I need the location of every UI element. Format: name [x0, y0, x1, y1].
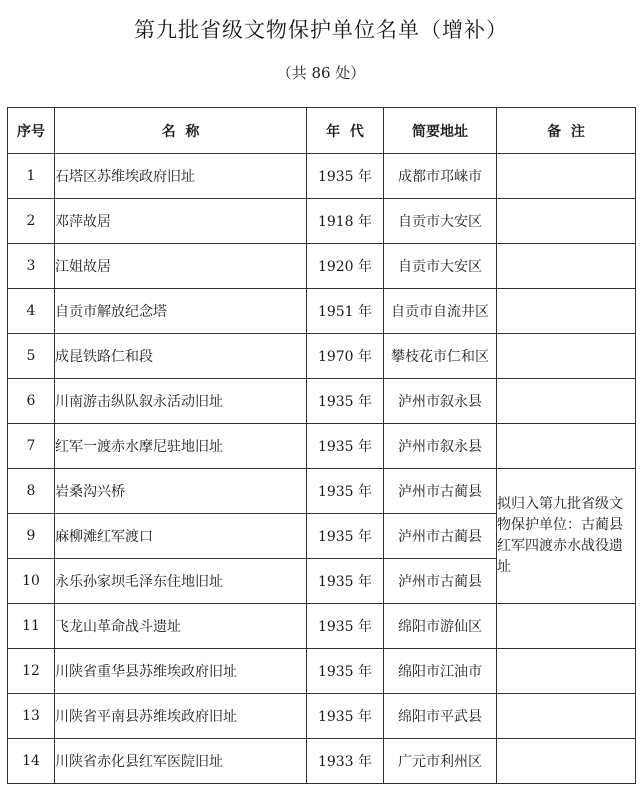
row-year: 1935 年	[307, 604, 384, 649]
table-header-row	[8, 108, 636, 154]
row-year: 1970 年	[307, 334, 384, 379]
row-year: 1935 年	[307, 154, 384, 199]
row-name: 川陕省赤化县红军医院旧址	[55, 739, 307, 784]
row-year: 1935 年	[307, 424, 384, 469]
row-year: 1935 年	[307, 649, 384, 694]
row-year: 1951 年	[307, 289, 384, 334]
table-row	[8, 469, 636, 514]
row-address: 泸州市叙永县	[384, 424, 497, 469]
row-address: 绵阳市平武县	[384, 694, 497, 739]
row-name: 岩桑沟兴桥	[55, 469, 307, 514]
row-address: 自贡市大安区	[384, 199, 497, 244]
document-subtitle: （共 86 处）	[276, 64, 366, 82]
table-row	[8, 334, 636, 379]
row-year: 1935 年	[307, 514, 384, 559]
row-name: 川南游击纵队叙永活动旧址	[55, 379, 307, 424]
table-row	[8, 154, 636, 199]
table-row	[8, 739, 636, 784]
row-name: 永乐孙家坝毛泽东住地旧址	[55, 559, 307, 604]
document-title: 第九批省级文物保护单位名单（增补）	[134, 18, 508, 42]
row-year: 1935 年	[307, 694, 384, 739]
row-note	[497, 649, 636, 694]
row-year: 1918 年	[307, 199, 384, 244]
row-address: 攀枝花市仁和区	[384, 334, 497, 379]
header-name: 名 称	[55, 108, 307, 154]
row-name: 成昆铁路仁和段	[55, 334, 307, 379]
row-address: 自贡市大安区	[384, 244, 497, 289]
row-year: 1935 年	[307, 469, 384, 514]
table-row	[8, 604, 636, 649]
row-address: 泸州市古蔺县	[384, 559, 497, 604]
row-number: 10	[8, 559, 55, 604]
table-row	[8, 649, 636, 694]
row-number: 5	[8, 334, 55, 379]
row-number: 2	[8, 199, 55, 244]
row-number: 13	[8, 694, 55, 739]
table-row	[8, 199, 636, 244]
row-year: 1920 年	[307, 244, 384, 289]
row-note	[497, 154, 636, 199]
row-note	[497, 199, 636, 244]
row-year: 1935 年	[307, 559, 384, 604]
row-number: 6	[8, 379, 55, 424]
row-number: 1	[8, 154, 55, 199]
header-address: 简要地址	[384, 108, 497, 154]
table-row	[8, 424, 636, 469]
header-no: 序号	[8, 108, 55, 154]
row-name: 麻柳滩红军渡口	[55, 514, 307, 559]
row-address: 绵阳市江油市	[384, 649, 497, 694]
table-row	[8, 379, 636, 424]
row-name: 飞龙山革命战斗遗址	[55, 604, 307, 649]
header-year: 年 代	[307, 108, 384, 154]
row-address: 泸州市古蔺县	[384, 469, 497, 514]
row-number: 11	[8, 604, 55, 649]
row-number: 14	[8, 739, 55, 784]
table-row	[8, 694, 636, 739]
row-note	[497, 289, 636, 334]
table-body	[8, 154, 636, 784]
row-number: 8	[8, 469, 55, 514]
row-number: 9	[8, 514, 55, 559]
row-note	[497, 424, 636, 469]
row-address: 泸州市叙永县	[384, 379, 497, 424]
row-number: 3	[8, 244, 55, 289]
header-note: 备 注	[497, 108, 636, 154]
row-name: 邓萍故居	[55, 199, 307, 244]
row-note	[497, 604, 636, 649]
row-note	[497, 334, 636, 379]
heritage-list-table	[7, 107, 636, 784]
row-address: 成都市邛崃市	[384, 154, 497, 199]
row-year: 1935 年	[307, 379, 384, 424]
row-note	[497, 739, 636, 784]
table-row	[8, 244, 636, 289]
row-note	[497, 694, 636, 739]
row-number: 4	[8, 289, 55, 334]
row-name: 红军一渡赤水摩尼驻地旧址	[55, 424, 307, 469]
row-name: 自贡市解放纪念塔	[55, 289, 307, 334]
row-address: 广元市利州区	[384, 739, 497, 784]
row-name: 石塔区苏维埃政府旧址	[55, 154, 307, 199]
row-address: 泸州市古蔺县	[384, 514, 497, 559]
table-row	[8, 289, 636, 334]
merged-note-cell: 拟归入第九批省级文物保护单位：古蔺县红军四渡赤水战役遗址	[497, 469, 636, 604]
row-name: 川陕省重华县苏维埃政府旧址	[55, 649, 307, 694]
row-number: 12	[8, 649, 55, 694]
row-number: 7	[8, 424, 55, 469]
row-note	[497, 244, 636, 289]
row-year: 1933 年	[307, 739, 384, 784]
row-note	[497, 379, 636, 424]
row-address: 自贡市自流井区	[384, 289, 497, 334]
row-address: 绵阳市游仙区	[384, 604, 497, 649]
row-name: 川陕省平南县苏维埃政府旧址	[55, 694, 307, 739]
row-name: 江姐故居	[55, 244, 307, 289]
